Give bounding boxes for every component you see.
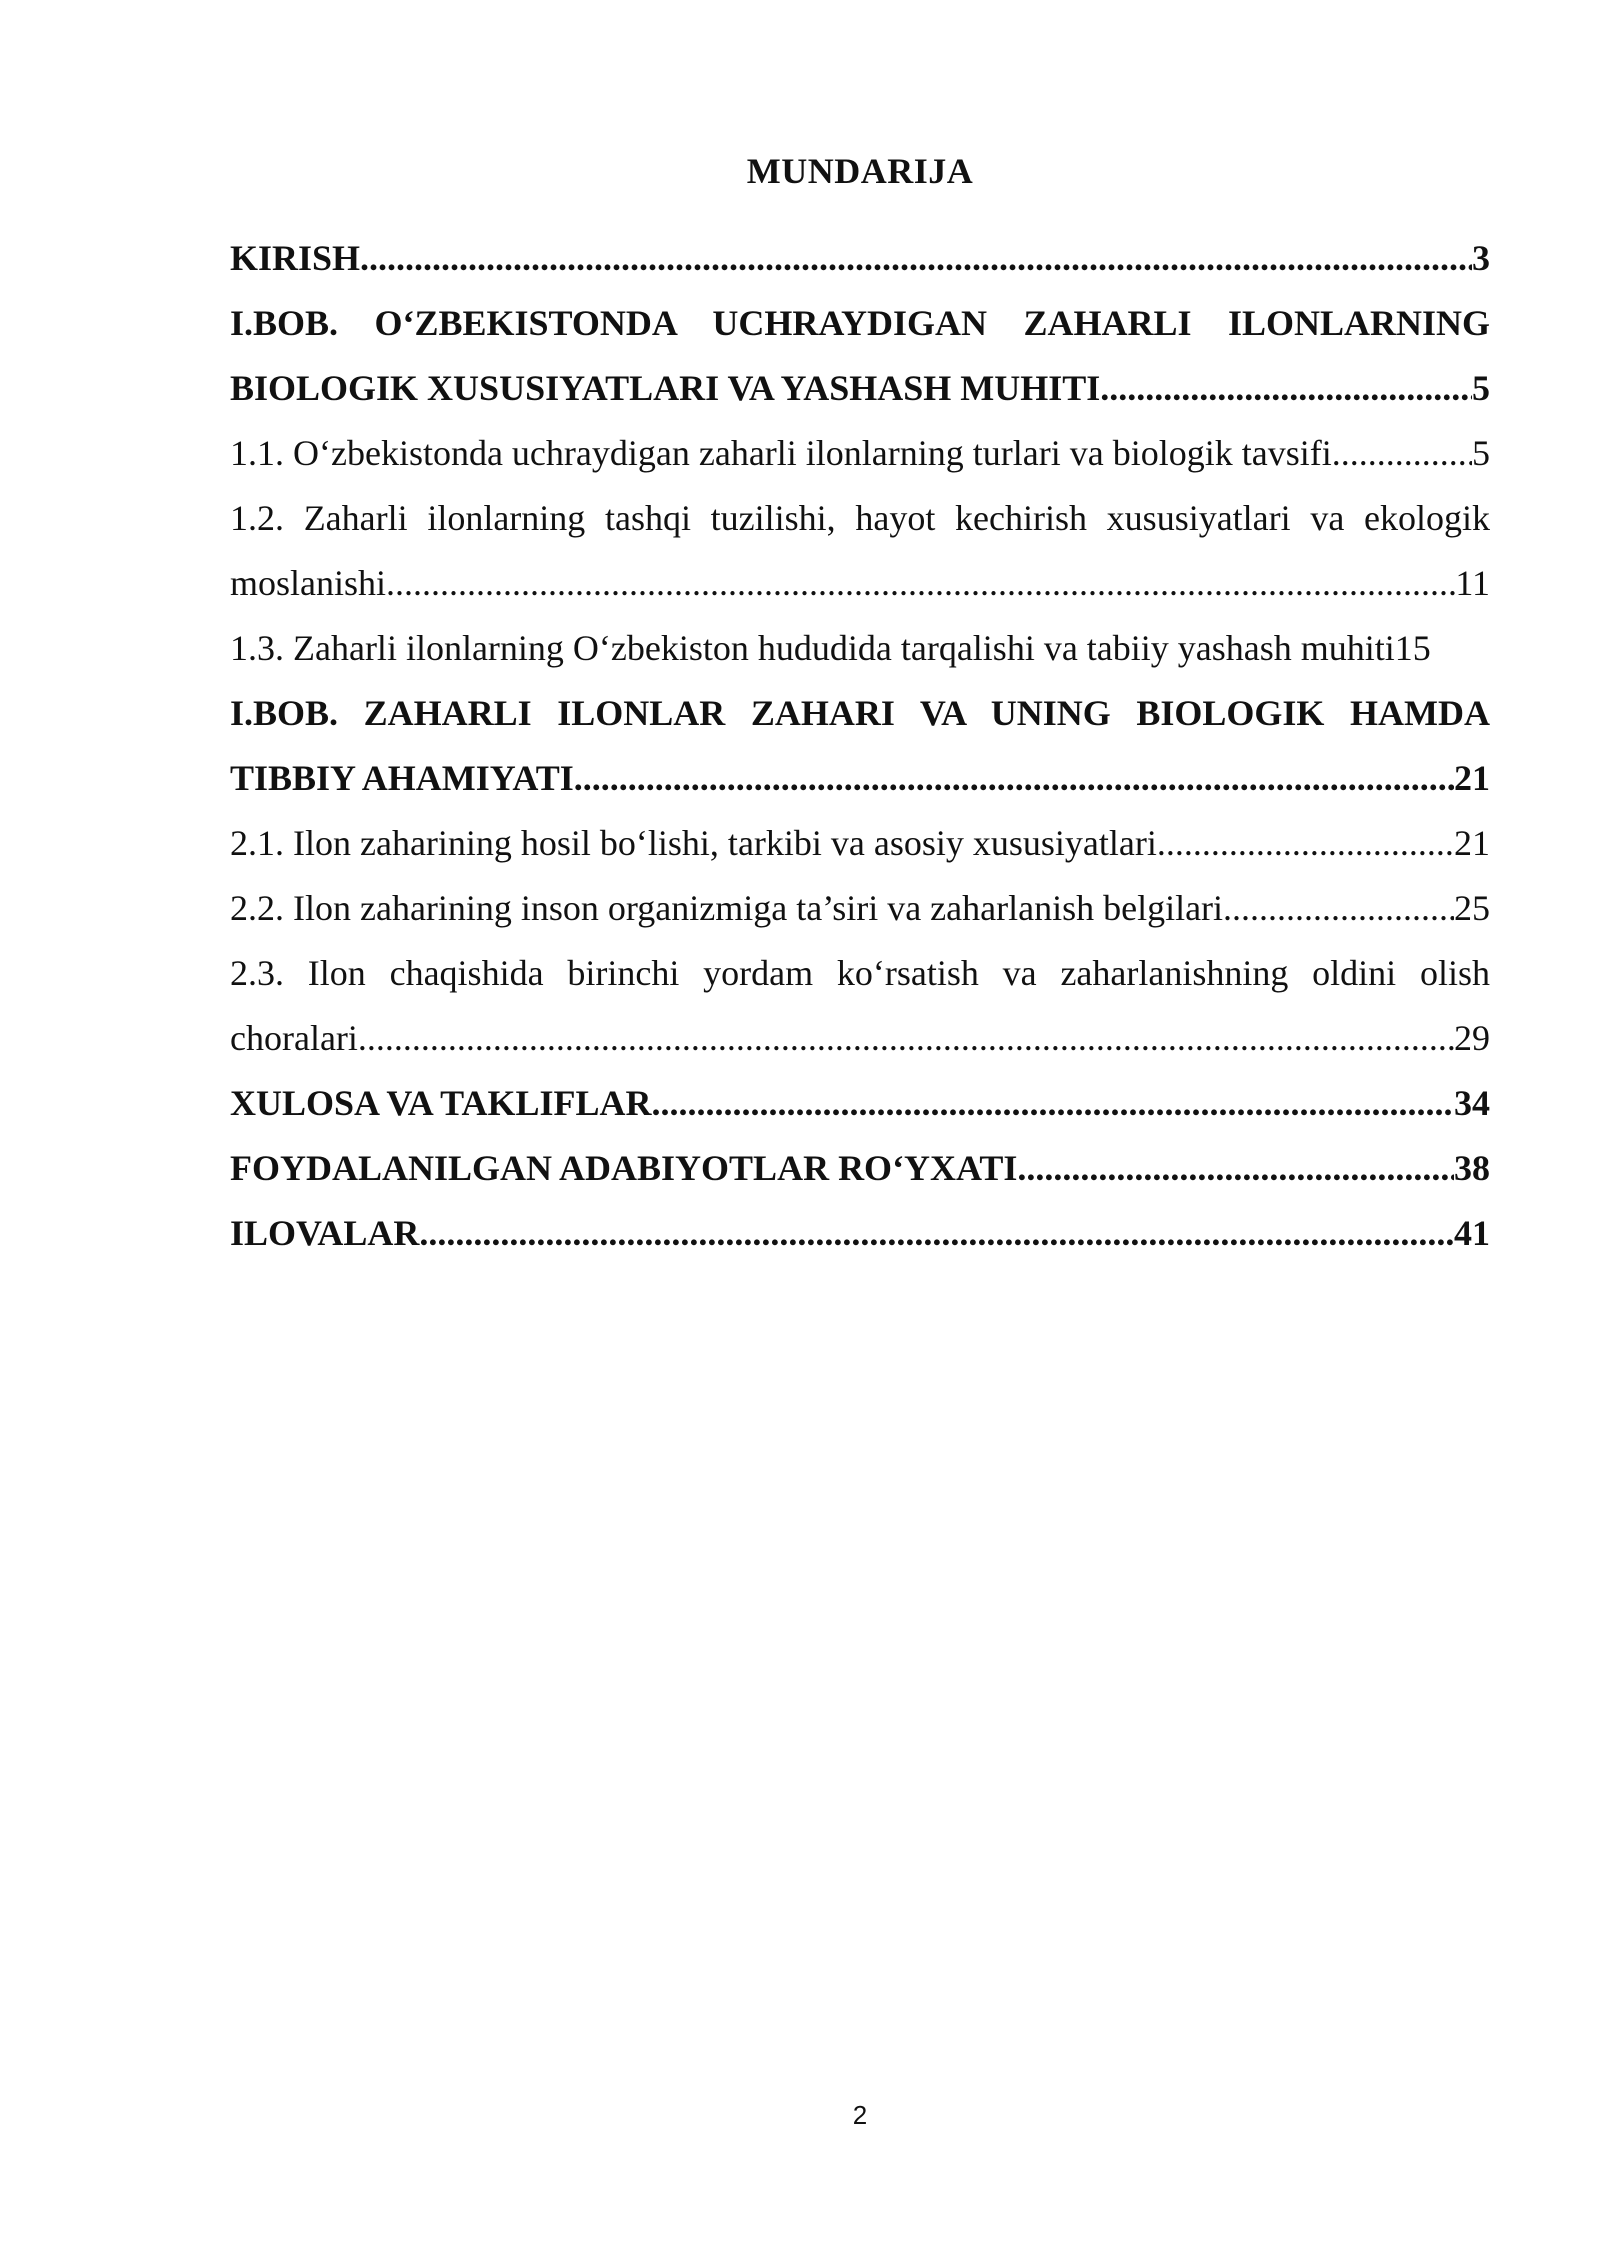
toc-entry-text: 2.1. Ilon zaharining hosil bo‘lishi, tarkibi va asosiy xususiyatlari [230,823,1157,863]
toc-page-number: 29 [1454,1018,1490,1058]
toc-page-number: 34 [1454,1083,1490,1123]
toc-entry-text: 1.1. O‘zbekistonda uchraydigan zaharli ilonlarning turlari va biologik tavsifi [230,433,1332,473]
toc-entry-text: moslanishi [230,563,387,603]
toc-entry-adabiyotlar[interactable] [230,1136,1490,1201]
toc-entry-2-3[interactable] [230,1006,1490,1071]
toc-entry-xulosa[interactable] [230,1071,1490,1136]
page-title: MUNDARIJA [746,151,974,191]
page-number: 2 [852,2100,868,2130]
toc-entry-text: 1.3. Zaharli ilonlarning O‘zbekiston hududida tarqalishi va tabiiy yashash muhiti [230,628,1395,668]
toc-page-number: 5 [1472,368,1490,408]
toc-entry-2-1[interactable] [230,811,1490,876]
toc-page-number: 5 [1472,433,1490,473]
toc-page-number: 41 [1454,1213,1490,1253]
toc-page-number: 21 [1454,758,1490,798]
toc-page-number: 3 [1472,238,1490,278]
toc-entry-text: TIBBIY AHAMIYATI [230,758,574,798]
dot-leader [1157,811,1454,876]
dot-leader [1332,421,1472,486]
toc-entry-text: choralari [230,1018,358,1058]
toc-page-number: 21 [1454,823,1490,863]
toc-entry-1-2[interactable] [230,551,1490,616]
toc-entry-1-3[interactable] [230,616,1490,681]
toc-page-number: 11 [1455,563,1490,603]
toc-entry-kirish[interactable] [230,226,1490,291]
toc-entry-bob1[interactable] [230,356,1490,421]
dot-leader [1100,356,1472,421]
dot-leader [1223,876,1454,941]
toc-entry-bob2-line1[interactable]: I.BOB. ZAHARLI ILONLAR ZAHARI VA UNING BIOLOGIK HAMDA [230,693,1490,733]
dot-leader [574,746,1454,811]
dot-leader [358,1006,1454,1071]
toc-entry-text: ILOVALAR [230,1213,420,1253]
dot-leader [386,551,1455,616]
dot-leader [419,1201,1454,1266]
toc-entry-text: FOYDALANILGAN ADABIYOTLAR RO‘YXATI [230,1148,1018,1188]
toc-page-number: 15 [1394,628,1431,668]
toc-entry-2-2[interactable] [230,876,1490,941]
toc-page-number: 25 [1454,888,1490,928]
toc-entry-text: BIOLOGIK XUSUSIYATLARI VA YASHASH MUHITI [230,368,1101,408]
toc-entry-1-1[interactable] [230,421,1490,486]
dot-leader [1017,1136,1454,1201]
toc-entry-text: KIRISH [230,238,361,278]
toc-entry-ilovalar[interactable] [230,1201,1490,1266]
toc-entry-text: 2.2. Ilon zaharining inson organizmiga ta’siri va zaharlanish belgilari [230,888,1224,928]
toc-page-number: 38 [1454,1148,1490,1188]
toc-entry-bob2[interactable] [230,746,1490,811]
toc-entry-2-3-line1[interactable]: 2.3. Ilon chaqishida birinchi yordam ko‘rsatish va zaharlanishning oldini olish [230,953,1490,993]
table-of-contents [230,226,1490,1266]
toc-entry-1-2-line1[interactable]: 1.2. Zaharli ilonlarning tashqi tuzilishi, hayot kechirish xususiyatlari va ekologik [230,498,1490,538]
toc-entry-text: XULOSA VA TAKLIFLAR [230,1083,652,1123]
dot-leader [360,226,1472,291]
dot-leader [651,1071,1454,1136]
toc-entry-bob1-line1[interactable]: I.BOB. O‘ZBEKISTONDA UCHRAYDIGAN ZAHARLI ILONLARNING [230,303,1490,343]
